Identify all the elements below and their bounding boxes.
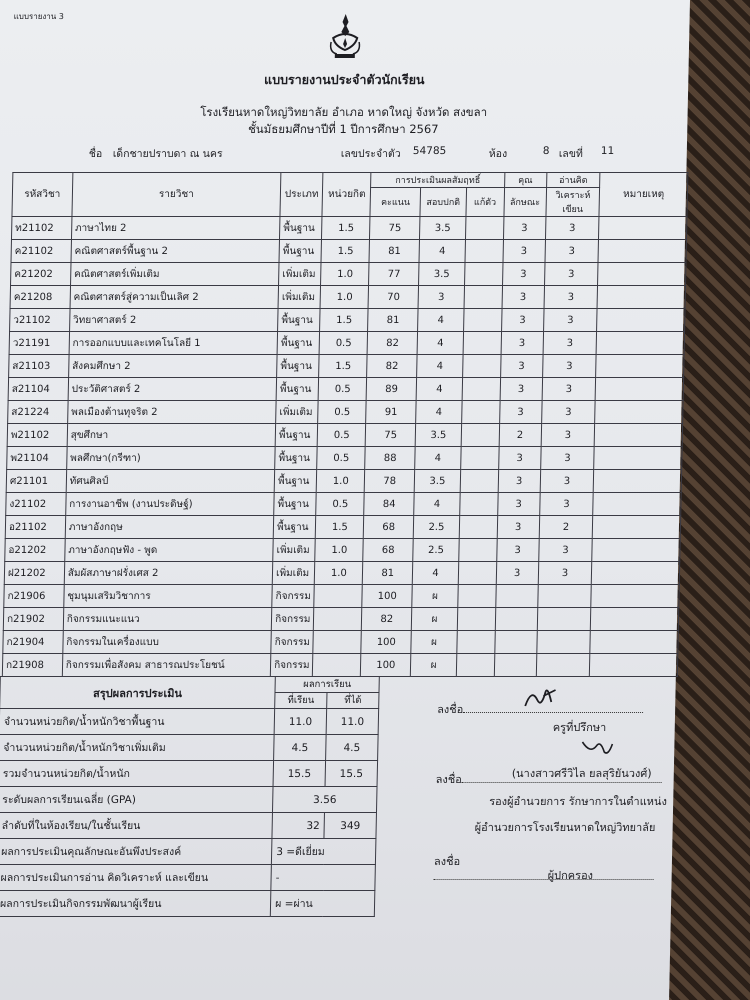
course-reading: 3 (539, 493, 593, 516)
header-grade: สอบปกติ (420, 188, 466, 217)
course-code: ว21191 (9, 332, 69, 355)
course-credits: 1.5 (319, 355, 367, 378)
course-retest (457, 631, 495, 654)
course-credits: 1.5 (321, 240, 369, 263)
header-virtue-bottom: ลักษณะ (504, 188, 547, 217)
course-virtue: 3 (496, 562, 538, 585)
course-virtue: 3 (500, 355, 542, 378)
course-row (3, 608, 678, 631)
course-type: พื้นฐาน (277, 355, 320, 378)
summary-value: 15.5 (273, 761, 325, 787)
course-credits: 0.5 (318, 424, 366, 447)
header-score: คะแนน (370, 188, 420, 217)
course-row (11, 240, 686, 263)
course-name: การออกแบบและเทคโนโลยี 1 (69, 332, 278, 355)
course-virtue: 3 (497, 516, 539, 539)
official-name: (นางสาวศรีวิไล ยลสุริยันวงศ์) (511, 767, 652, 780)
course-retest (456, 654, 494, 677)
course-remarks (594, 470, 682, 493)
course-row (8, 401, 683, 424)
rank-label: ลำดับที่ในห้องเรียน/ในชั้นเรียน (0, 813, 273, 839)
summary-table (0, 676, 380, 917)
school-emblem-icon (327, 12, 364, 62)
course-row (11, 263, 686, 286)
course-remarks (594, 447, 682, 470)
course-grade: 4 (415, 447, 461, 470)
course-type: เพิ่มเติม (276, 401, 319, 424)
course-name: ทัศนศิลป์ (66, 470, 275, 493)
course-code: ค21202 (11, 263, 71, 286)
course-name: กิจกรรมในเครื่องแบบ (63, 631, 272, 654)
course-credits: 0.5 (316, 493, 364, 516)
course-name: ประวัติศาสตร์ 2 (68, 378, 277, 401)
course-name: วิทยาศาสตร์ 2 (69, 309, 278, 332)
summary-value: 4.5 (326, 735, 378, 761)
course-virtue: 3 (503, 217, 545, 240)
course-reading (536, 631, 590, 654)
course-score: 82 (367, 332, 417, 355)
summary-value: 15.5 (325, 761, 377, 787)
course-remarks (591, 585, 679, 608)
course-virtue (495, 585, 537, 608)
course-name: กิจกรรมเพื่อสังคม สาธารณประโยชน์ (62, 654, 271, 677)
course-retest (461, 424, 499, 447)
course-code: ค21208 (10, 286, 70, 309)
course-score: 81 (363, 562, 413, 585)
summary-label: รวมจำนวนหน่วยกิต/น้ำหนัก (0, 761, 274, 787)
course-retest (458, 562, 496, 585)
course-reading: 3 (538, 539, 592, 562)
course-type: เพิ่มเติม (272, 562, 315, 585)
school-line: โรงเรียนหาดใหญ่วิทยาลัย อำเภอ หาดใหญ่ จังหวัด สงขลา (200, 105, 488, 119)
course-retest (461, 447, 499, 470)
header-code: รหัสวิชา (12, 173, 73, 217)
course-name: คณิตศาสตร์เพิ่มเติม (70, 263, 279, 286)
course-score: 81 (369, 240, 419, 263)
course-code: ศ21101 (6, 470, 66, 493)
course-reading: 3 (542, 378, 596, 401)
course-score: 75 (366, 424, 416, 447)
course-grade: 3.5 (420, 217, 466, 240)
rank-grade-value: 349 (324, 813, 376, 839)
course-name: ชุมนุมเสริมวิชาการ (64, 585, 273, 608)
activity-row (0, 891, 375, 917)
course-score: 77 (369, 263, 419, 286)
virtue-row (0, 839, 376, 865)
course-type: พื้นฐาน (275, 424, 318, 447)
course-reading: 3 (543, 332, 597, 355)
course-type: เพิ่มเติม (278, 286, 321, 309)
course-grade: ผ (412, 585, 458, 608)
parent-role: ผู้ปกครอง (547, 869, 594, 882)
course-name: การงานอาชีพ (งานประดิษฐ์) (65, 493, 274, 516)
course-retest (464, 263, 502, 286)
course-credits: 1.5 (322, 217, 370, 240)
course-score: 100 (361, 654, 411, 677)
summary-row (0, 735, 378, 761)
course-retest (459, 516, 497, 539)
course-row (10, 286, 685, 309)
course-grade: ผ (411, 631, 457, 654)
course-grade: 3.5 (415, 424, 461, 447)
course-virtue: 3 (502, 286, 544, 309)
course-name: ภาษาอังกฤษฟัง - พูด (65, 539, 274, 562)
summary-title: สรุปผลการประเมิน (0, 677, 275, 709)
course-row (6, 470, 681, 493)
course-remarks (596, 378, 684, 401)
course-virtue: 2 (499, 424, 541, 447)
course-row (5, 539, 680, 562)
header-remarks: หมายเหตุ (599, 173, 687, 217)
course-code: อ21202 (5, 539, 65, 562)
summary-row (0, 761, 378, 787)
course-grade: 4 (417, 355, 463, 378)
course-type: กิจกรรม (271, 608, 314, 631)
header-reading-bottom: วิเคราะห์เขียน (546, 188, 600, 217)
course-code: ก21902 (3, 608, 63, 631)
course-row (8, 378, 683, 401)
student-name: เด็กชายปราบดา ณ นคร (112, 148, 223, 160)
course-credits: 1.5 (320, 309, 368, 332)
course-credits: 1.0 (320, 286, 368, 309)
course-reading: 3 (543, 309, 597, 332)
course-retest (459, 539, 497, 562)
course-retest (465, 240, 503, 263)
course-type: พื้นฐาน (275, 447, 318, 470)
course-row (10, 309, 685, 332)
name-label: ชื่อ (88, 148, 103, 160)
advisor-signature-icon (521, 682, 562, 712)
course-remarks (599, 217, 687, 240)
course-virtue: 3 (496, 539, 538, 562)
course-virtue: 3 (498, 470, 540, 493)
grade-year-line: ชั้นมัธยมศึกษาปีที่ 1 ปีการศึกษา 2567 (247, 122, 439, 136)
course-row (11, 217, 686, 240)
course-reading (536, 654, 590, 677)
course-remarks (597, 309, 685, 332)
course-credits: 1.0 (315, 539, 363, 562)
reading-row (0, 865, 375, 891)
course-row (6, 493, 681, 516)
course-row (7, 447, 682, 470)
sign-label: ลงชื่อ (433, 855, 461, 868)
course-reading: 3 (544, 286, 598, 309)
course-row (9, 332, 684, 355)
summary-earned-header: ที่ได้ (327, 693, 379, 709)
course-remarks (591, 608, 679, 631)
course-code: พ21104 (7, 447, 67, 470)
course-score: 82 (367, 355, 417, 378)
course-code: ค21102 (11, 240, 71, 263)
course-reading: 3 (541, 424, 595, 447)
course-score: 88 (365, 447, 415, 470)
header-assessment: การประเมินผลสัมฤทธิ์ (371, 173, 505, 188)
grades-table (2, 172, 689, 677)
course-code: ง21102 (6, 493, 66, 516)
id-label: เลขประจำตัว (340, 148, 401, 160)
course-virtue: 3 (498, 447, 540, 470)
sign-label: ลงชื่อ (437, 703, 464, 716)
course-type: พื้นฐาน (277, 332, 320, 355)
course-virtue: 3 (501, 309, 543, 332)
official-role-2: ผู้อำนวยการโรงเรียนหาดใหญ่วิทยาลัย (474, 821, 656, 834)
course-virtue (495, 608, 537, 631)
course-virtue (494, 654, 536, 677)
course-row (3, 631, 678, 654)
course-remarks (597, 332, 685, 355)
course-name: สุขศึกษา (67, 424, 276, 447)
course-name: สังคมศึกษา 2 (68, 355, 277, 378)
course-remarks (593, 493, 681, 516)
course-virtue: 3 (502, 263, 544, 286)
course-score: 68 (364, 516, 414, 539)
course-credits: 1.5 (316, 516, 364, 539)
course-remarks (595, 401, 683, 424)
course-reading: 3 (542, 355, 596, 378)
course-retest (465, 217, 503, 240)
course-retest (463, 332, 501, 355)
course-credits (314, 608, 362, 631)
course-credits: 1.0 (317, 470, 365, 493)
course-reading: 3 (540, 447, 594, 470)
course-remarks (593, 516, 681, 539)
course-grade: ผ (410, 654, 456, 677)
course-credits: 0.5 (319, 378, 367, 401)
course-grade: 4 (414, 493, 460, 516)
activity-label: ผลการประเมินกิจกรรมพัฒนาผู้เรียน (0, 891, 271, 917)
course-virtue: 3 (497, 493, 539, 516)
course-score: 100 (362, 585, 412, 608)
course-code: ฝ21202 (4, 562, 64, 585)
summary-enrolled-header: ที่เรียน (275, 693, 327, 709)
course-type: กิจกรรม (270, 654, 313, 677)
course-retest (462, 355, 500, 378)
summary-results-header: ผลการเรียน (275, 677, 379, 693)
course-reading (537, 608, 591, 631)
course-retest (460, 470, 498, 493)
course-remarks (595, 424, 683, 447)
reading-value: - (271, 865, 375, 891)
student-number: 11 (600, 145, 615, 157)
course-name: คณิตศาสตร์พื้นฐาน 2 (71, 240, 280, 263)
summary-value: 11.0 (274, 709, 326, 735)
course-code: ก21904 (3, 631, 63, 654)
course-credits: 0.5 (318, 401, 366, 424)
course-name: ภาษาไทย 2 (71, 217, 280, 240)
header-type: ประเภท (280, 173, 323, 217)
course-code: อ21102 (5, 516, 65, 539)
course-grade: 3.5 (419, 263, 465, 286)
course-retest (463, 309, 501, 332)
course-row (9, 355, 684, 378)
course-reading: 3 (544, 263, 598, 286)
course-score: 75 (370, 217, 420, 240)
virtue-label: ผลการประเมินคุณลักษณะอันพึงประสงค์ (0, 839, 272, 865)
course-row (4, 562, 679, 585)
course-name: สัมผัสภาษาฝรั่งเศส 2 (64, 562, 273, 585)
course-type: พื้นฐาน (278, 309, 321, 332)
course-type: พื้นฐาน (274, 470, 317, 493)
room-number: 8 (542, 145, 550, 157)
number-label: เลขที่ (558, 148, 584, 160)
course-remarks (598, 286, 686, 309)
course-reading: 3 (541, 401, 595, 424)
course-row (5, 516, 680, 539)
course-credits (314, 585, 362, 608)
course-score: 68 (363, 539, 413, 562)
course-type: เพิ่มเติม (273, 539, 316, 562)
course-virtue: 3 (503, 240, 545, 263)
course-type: เพิ่มเติม (279, 263, 322, 286)
course-score: 70 (368, 286, 418, 309)
course-reading: 3 (540, 470, 594, 493)
report-title: แบบรายงานประจำตัวนักเรียน (263, 72, 425, 87)
advisor-role: ครูที่ปรึกษา (552, 721, 607, 734)
course-grade: 4 (416, 401, 462, 424)
course-type: กิจกรรม (272, 585, 315, 608)
course-row (7, 424, 682, 447)
course-grade: 4 (412, 562, 458, 585)
header-credits: หน่วยกิต (322, 173, 371, 217)
summary-row (0, 709, 379, 735)
course-remarks (598, 263, 686, 286)
course-type: พื้นฐาน (276, 378, 319, 401)
course-code: พ21102 (7, 424, 67, 447)
course-retest (458, 585, 496, 608)
course-virtue (495, 631, 537, 654)
course-virtue: 3 (501, 332, 543, 355)
header-subject: รายวิชา (72, 173, 281, 217)
reading-label: ผลการประเมินการอ่าน คิดวิเคราะห์ และเขียน (0, 865, 272, 891)
course-retest (464, 286, 502, 309)
course-reading: 2 (539, 516, 593, 539)
course-score: 91 (366, 401, 416, 424)
course-remarks (598, 240, 686, 263)
summary-value: 11.0 (326, 709, 378, 735)
course-reading: 3 (538, 562, 592, 585)
course-retest (461, 401, 499, 424)
course-code: ว21102 (10, 309, 70, 332)
course-remarks (592, 539, 680, 562)
course-credits: 0.5 (319, 332, 367, 355)
course-type: พื้นฐาน (273, 516, 316, 539)
course-reading: 3 (545, 217, 599, 240)
course-grade: 2.5 (413, 539, 459, 562)
course-credits: 1.0 (315, 562, 363, 585)
course-grade: ผ (411, 608, 457, 631)
course-remarks (590, 654, 678, 677)
summary-value: 4.5 (274, 735, 326, 761)
summary-label: จำนวนหน่วยกิต/น้ำหนักวิชาเพิ่มเติม (0, 735, 274, 761)
course-type: พื้นฐาน (279, 240, 322, 263)
course-score: 78 (365, 470, 415, 493)
course-remarks (590, 631, 678, 654)
virtue-value: 3 =ดีเยี่ยม (272, 839, 376, 865)
header-retest: แก้ตัว (466, 188, 504, 217)
course-row (2, 654, 677, 677)
course-retest (460, 493, 498, 516)
course-credits: 1.0 (321, 263, 369, 286)
student-id: 54785 (412, 145, 447, 157)
course-code: ก21908 (2, 654, 62, 677)
course-type: กิจกรรม (271, 631, 314, 654)
course-name: พลศึกษา(กรีฑา) (66, 447, 275, 470)
course-score: 81 (368, 309, 418, 332)
course-credits (313, 631, 361, 654)
header-reading-top: อ่านคิด (546, 173, 600, 188)
course-type: พื้นฐาน (280, 217, 323, 240)
activity-value: ผ =ผ่าน (270, 891, 374, 917)
course-grade: 4 (416, 378, 462, 401)
course-grade: 3.5 (414, 470, 460, 493)
course-type: พื้นฐาน (274, 493, 317, 516)
course-code: ส21224 (8, 401, 68, 424)
course-name: ภาษาอังกฤษ (65, 516, 274, 539)
course-name: คณิตศาสตร์สู่ความเป็นเลิศ 2 (70, 286, 279, 309)
course-code: ท21102 (11, 217, 71, 240)
course-score: 84 (364, 493, 414, 516)
course-retest (457, 608, 495, 631)
course-score: 89 (366, 378, 416, 401)
form-code: แบบรายงาน 3 (13, 12, 65, 21)
rank-room-value: 32 (272, 813, 324, 839)
official-signature-icon (578, 736, 614, 758)
course-name: พลเมืองต้านทุจริต 2 (67, 401, 276, 424)
course-remarks (596, 355, 684, 378)
course-virtue: 3 (500, 378, 542, 401)
course-grade: 2.5 (413, 516, 459, 539)
gpa-row (0, 787, 377, 813)
course-credits: 0.5 (317, 447, 365, 470)
course-reading: 3 (545, 240, 599, 263)
course-code: ก21906 (4, 585, 64, 608)
sign-label: ลงชื่อ (435, 773, 462, 786)
course-grade: 4 (419, 240, 465, 263)
course-score: 82 (362, 608, 412, 631)
course-code: ส21103 (9, 355, 69, 378)
official-role-1: รองผู้อำนวยการ รักษาการในตำแหน่ง (489, 795, 668, 808)
rank-row (0, 813, 376, 839)
course-grade: 4 (417, 332, 463, 355)
course-retest (462, 378, 500, 401)
header-virtue-top: คุณ (504, 173, 546, 188)
course-score: 100 (361, 631, 411, 654)
course-row (4, 585, 679, 608)
summary-label: จำนวนหน่วยกิต/น้ำหนักวิชาพื้นฐาน (0, 709, 275, 735)
course-virtue: 3 (499, 401, 541, 424)
course-name: กิจกรรมแนะแนว (63, 608, 272, 631)
course-code: ส21104 (8, 378, 68, 401)
course-credits (313, 654, 361, 677)
gpa-value: 3.56 (273, 787, 377, 813)
course-reading (537, 585, 591, 608)
course-grade: 4 (418, 309, 464, 332)
gpa-label: ระดับผลการเรียนเฉลี่ย (GPA) (0, 787, 273, 813)
room-label: ห้อง (488, 148, 508, 160)
course-remarks (592, 562, 680, 585)
course-grade: 3 (418, 286, 464, 309)
